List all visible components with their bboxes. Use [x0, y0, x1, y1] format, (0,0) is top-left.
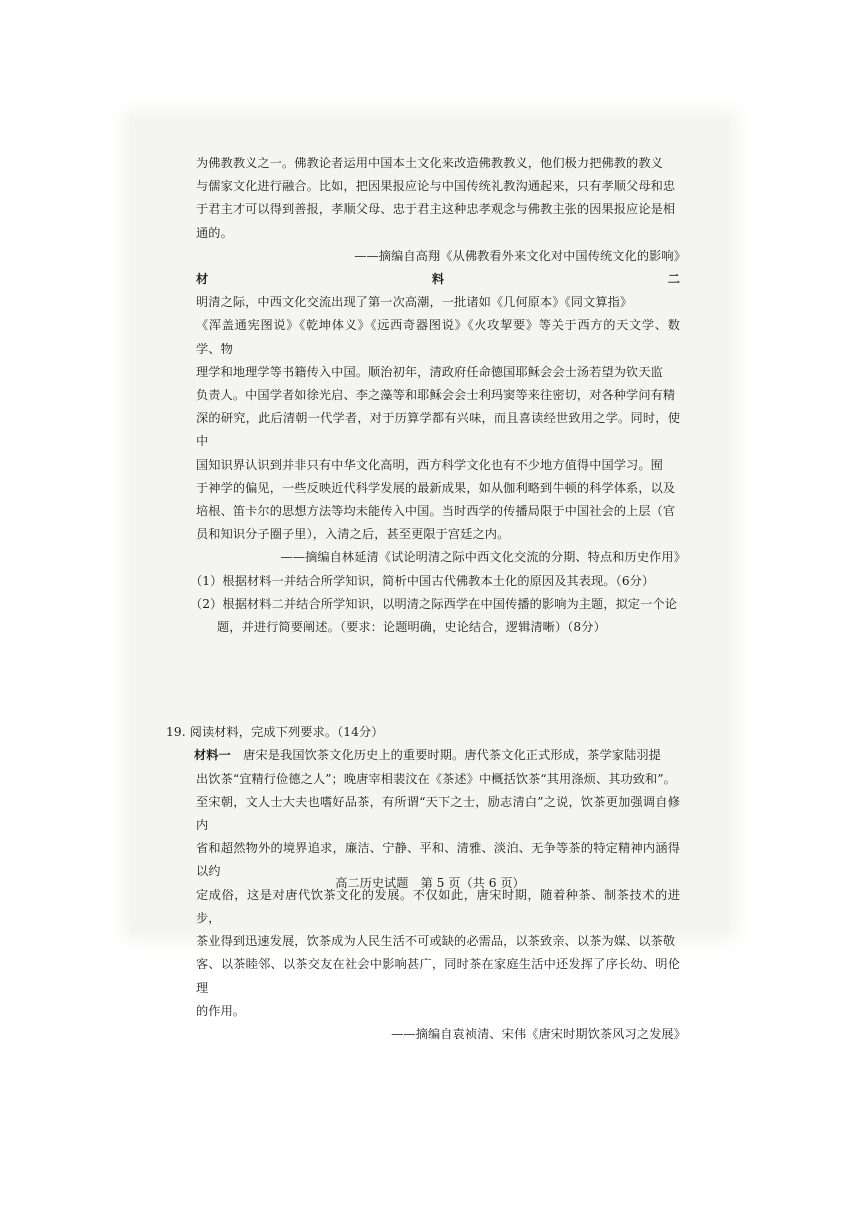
source-citation: ——摘编自林延清《试论明清之际中西文化交流的分期、特点和历史作用》: [280, 550, 686, 565]
text-line: 理学和地理学等书籍传入中国。顺治初年，清政府任命德国耶稣会会士汤若望为钦天监: [196, 364, 663, 379]
text-line: 至宋朝，文人士大夫也嗜好品茶，有所谓“天下之士，励志清白”之说，饮茶更加强调自修内: [196, 794, 680, 833]
question-19-heading: 19. 阅读材料，完成下列要求。（14分）: [166, 725, 384, 740]
text-line: 的作用。: [196, 1003, 246, 1018]
sub-question-1: （1）根据材料一并结合所学知识，简析中国古代佛教本土化的原因及其表现。（6分）: [190, 573, 655, 588]
text-line: 省和超然物外的境界追求，廉洁、宁静、平和、清雅、淡泊、无争等茶的特定精神内涵得以约: [196, 841, 680, 879]
text-line: 客、以茶睦邻、以茶交友在社会中影响甚广，同时茶在家庭生活中还发挥了序长幼、明伦理: [196, 957, 680, 995]
text-line: [196, 268, 680, 314]
text-line: 为佛教教义之一。佛教论者运用中国本土文化来改造佛教教义，他们极力把佛教的教义: [196, 156, 663, 170]
text-line: 与儒家文化进行融合。比如，把因果报应论与中国传统礼教沟通起来，只有孝顺父母和忠: [196, 179, 676, 194]
source-citation: ——摘编自袁祯清、宋伟《唐宋时期饮茶风习之发展》: [391, 1026, 686, 1041]
source-citation: ——摘编自高翔《从佛教看外来文化对中国传统文化的影响》: [354, 248, 686, 263]
sub-question-2-line-1: （2）根据材料二并结合所学知识，以明清之际西学在中国传播的影响为主题，拟定一个论: [190, 596, 678, 611]
material-label: 材料一: [194, 748, 231, 763]
text-line: 茶业得到迅速发展，饮茶成为人民生活不可或缺的必需品，以茶致亲、以茶为媒、以茶敬: [196, 934, 676, 949]
text-line: 于君主才可以得到善报，孝顺父母、忠于君主这种忠孝观念与佛教主张的因果报应论是相: [196, 202, 676, 217]
text-line: 国知识界认识到并非只有中华文化高明，西方科学文化也有不少地方值得中国学习。囿: [196, 457, 663, 472]
page-body: [166, 152, 686, 1046]
text-line: 唐宋是我国饮茶文化历史上的重要时期。唐代茶文化正式形成，茶学家陆羽提: [243, 748, 661, 763]
sub-question-2: [190, 593, 680, 639]
text-line: 深的研究，此后清朝一代学者，对于历算学都有兴味，而且喜读经世致用之学。同时，使中: [196, 411, 680, 449]
material-label: 材料二: [196, 272, 680, 287]
page-footer: 高二历史试题 第 5 页（共 6 页）: [335, 876, 525, 890]
text-line: 培根、笛卡尔的思想方法等均未能传入中国。当时西学的传播局限于中国社会的上层（官: [196, 504, 676, 519]
text-line: 明清之际，中西文化交流出现了第一次高潮，一批诸如《几何原本》《同文算指》: [196, 295, 633, 310]
sub-question-2-line-2: 题，并进行简要阐述。（要求：论题明确，史论结合，逻辑清晰）（8分）: [217, 620, 606, 635]
text-line: 员和知识分子圈子里），入清之后，甚至更限于宫廷之内。: [196, 527, 510, 542]
text-line: 负责人。中国学者如徐光启、李之藻等和耶稣会会士利玛窦等来往密切，对各种学问有精: [196, 388, 676, 403]
text-line: 通的。: [196, 225, 233, 240]
text-line: 于神学的偏见，一些反映近代科学发展的最新成果，如从伽利略到牛顿的科学体系，以及: [196, 480, 676, 495]
text-line: 《浑盖通宪图说》《乾坤体义》《远西奇器图说》《火攻挈要》等关于西方的天文学、数学、物: [196, 318, 680, 356]
text-line: 出饮茶“宜精行俭德之人”；晚唐宰相裴汶在《茶述》中概括饮茶“其用涤烦、其功致和”。: [196, 771, 676, 786]
text-line: [194, 744, 680, 767]
text-line: 定成俗，这是对唐代饮茶文化的发展。不仅如此，唐宋时期，随着种茶、制茶技术的进步，: [196, 887, 680, 925]
